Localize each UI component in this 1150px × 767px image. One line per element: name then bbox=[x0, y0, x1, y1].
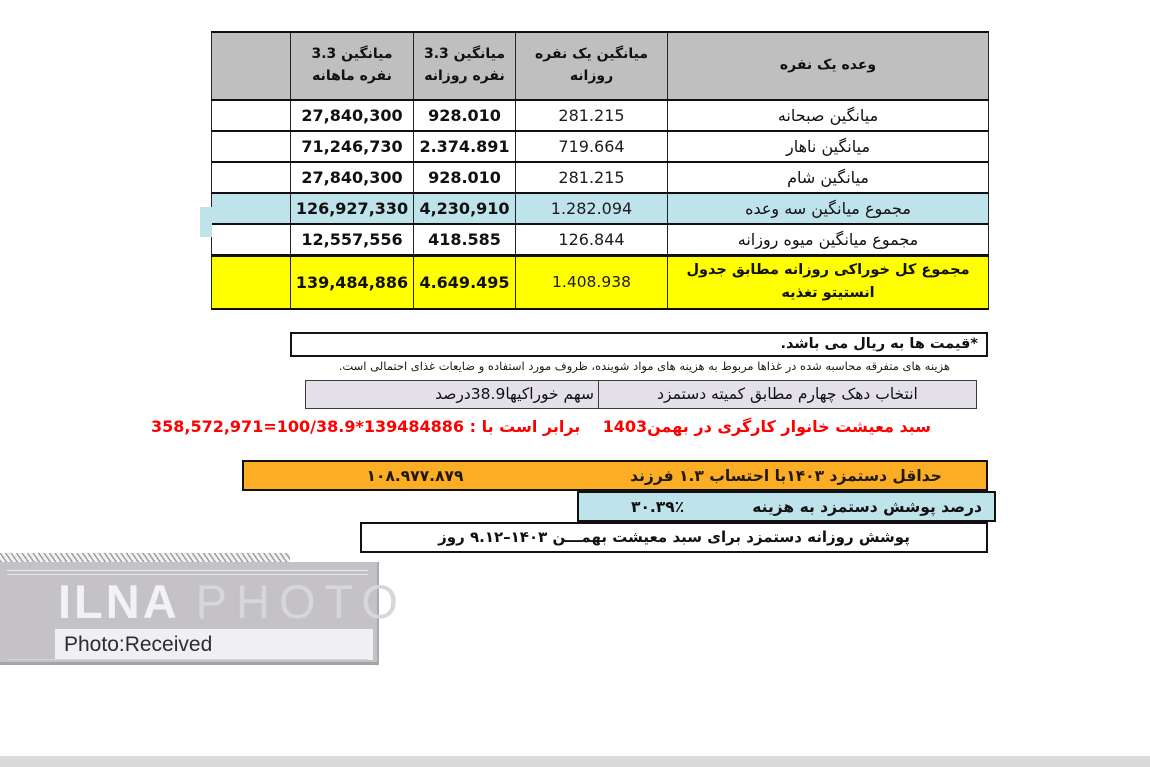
cell-daily1: 1.282.094 bbox=[516, 193, 668, 224]
daily-coverage-row: پوشش روزانه دستمزد برای سبد معیشت بهمـــن ۱۴۰۳–۹.۱۲ روز bbox=[360, 522, 988, 553]
cell-monthly: 27,840,300 bbox=[291, 100, 414, 131]
cell-monthly: 27,840,300 bbox=[291, 162, 414, 193]
livelihood-basket-note: سبد معیشت خانوار کارگری در بهمن1403 برابر است با : 139484886*100/38.9=358,572,971 bbox=[150, 417, 931, 436]
header-monthly-33: میانگین 3.3 نفره ماهانه bbox=[291, 32, 414, 100]
food-share-cell: سهم خوراکیها38.9درصد bbox=[435, 385, 594, 403]
cell-monthly: 126,927,330 bbox=[291, 193, 414, 224]
watermark-hatch-texture bbox=[0, 553, 290, 562]
ilna-logo-bold: ILNA bbox=[58, 575, 180, 628]
cell-empty bbox=[212, 131, 291, 162]
cost-table-wrap bbox=[211, 31, 989, 310]
min-wage-row bbox=[242, 460, 988, 491]
table-row bbox=[212, 162, 989, 193]
watermark-bottom-line bbox=[7, 659, 368, 660]
coverage-row bbox=[577, 491, 996, 522]
ilna-watermark bbox=[0, 562, 407, 665]
decile-row bbox=[305, 380, 977, 409]
cell-empty bbox=[212, 224, 291, 255]
cell-daily1: 281.215 bbox=[516, 162, 668, 193]
coverage-label: درصد پوشش دستمزد به هزینه bbox=[752, 497, 982, 516]
cell-label: میانگین صبحانه bbox=[668, 100, 989, 131]
cell-empty bbox=[212, 193, 291, 224]
cell-empty bbox=[212, 255, 291, 309]
header-empty bbox=[212, 32, 291, 100]
rial-note: *قیمت ها به ریال می باشد. bbox=[290, 332, 988, 357]
cell-monthly: 71,246,730 bbox=[291, 131, 414, 162]
table-row-grand-total bbox=[212, 255, 989, 309]
table-row bbox=[212, 224, 989, 255]
table-header-row bbox=[212, 32, 989, 100]
cell-label: میانگین شام bbox=[668, 162, 989, 193]
ilna-logo bbox=[58, 574, 407, 629]
cell-daily33: 928.010 bbox=[414, 100, 516, 131]
cell-empty bbox=[212, 162, 291, 193]
cell-daily1: 281.215 bbox=[516, 100, 668, 131]
cost-table bbox=[211, 31, 989, 310]
misc-cost-note: هزینه های متفرقه محاسبه شده در غذاها مربوط به هزینه های مواد شوینده، ظروف مورد استفاده و ضایعات غذای احتمالی است. bbox=[338, 359, 950, 373]
watermark-caption: Photo:Received bbox=[64, 633, 213, 656]
ilna-logo-light: PHOTO bbox=[195, 575, 407, 628]
header-daily-1: میانگین یک نفره روزانه bbox=[516, 32, 668, 100]
watermark-caption-strip bbox=[55, 629, 373, 660]
cyan-highlight-spill bbox=[200, 207, 212, 237]
table-row bbox=[212, 131, 989, 162]
header-daily-33: میانگین 3.3 نفره روزانه bbox=[414, 32, 516, 100]
cell-empty bbox=[212, 100, 291, 131]
cell-daily1: 719.664 bbox=[516, 131, 668, 162]
coverage-value: ۳۰.۳۹٪ bbox=[631, 497, 685, 516]
table-row bbox=[212, 100, 989, 131]
cell-monthly: 139,484,886 bbox=[291, 255, 414, 309]
cell-daily33: 418.585 bbox=[414, 224, 516, 255]
min-wage-value: ۱۰۸.۹۷۷.۸۷۹ bbox=[366, 466, 464, 485]
header-meal: وعده یک نفره bbox=[668, 32, 989, 100]
cell-daily33: 2.374.891 bbox=[414, 131, 516, 162]
bottom-gray-strip bbox=[0, 756, 1150, 767]
cell-label: مجموع میانگین میوه روزانه bbox=[668, 224, 989, 255]
min-wage-label: حداقل دستمزد ۱۴۰۳با احتساب ۱.۳ فرزند bbox=[630, 466, 942, 485]
decile-selection-cell: انتخاب دهک چهارم مطابق کمیته دستمزد bbox=[598, 381, 976, 408]
cell-daily33: 4.649.495 bbox=[414, 255, 516, 309]
cell-daily1: 126.844 bbox=[516, 224, 668, 255]
table-row-sum-meals bbox=[212, 193, 989, 224]
cell-daily33: 928.010 bbox=[414, 162, 516, 193]
cell-label: میانگین ناهار bbox=[668, 131, 989, 162]
cell-label: مجموع کل خوراکی روزانه مطابق جدول انستیتو تغذیه bbox=[668, 255, 989, 309]
cell-label: مجموع میانگین سه وعده bbox=[668, 193, 989, 224]
cell-daily33: 4,230,910 bbox=[414, 193, 516, 224]
cell-monthly: 12,557,556 bbox=[291, 224, 414, 255]
cell-daily1: 1.408.938 bbox=[516, 255, 668, 309]
